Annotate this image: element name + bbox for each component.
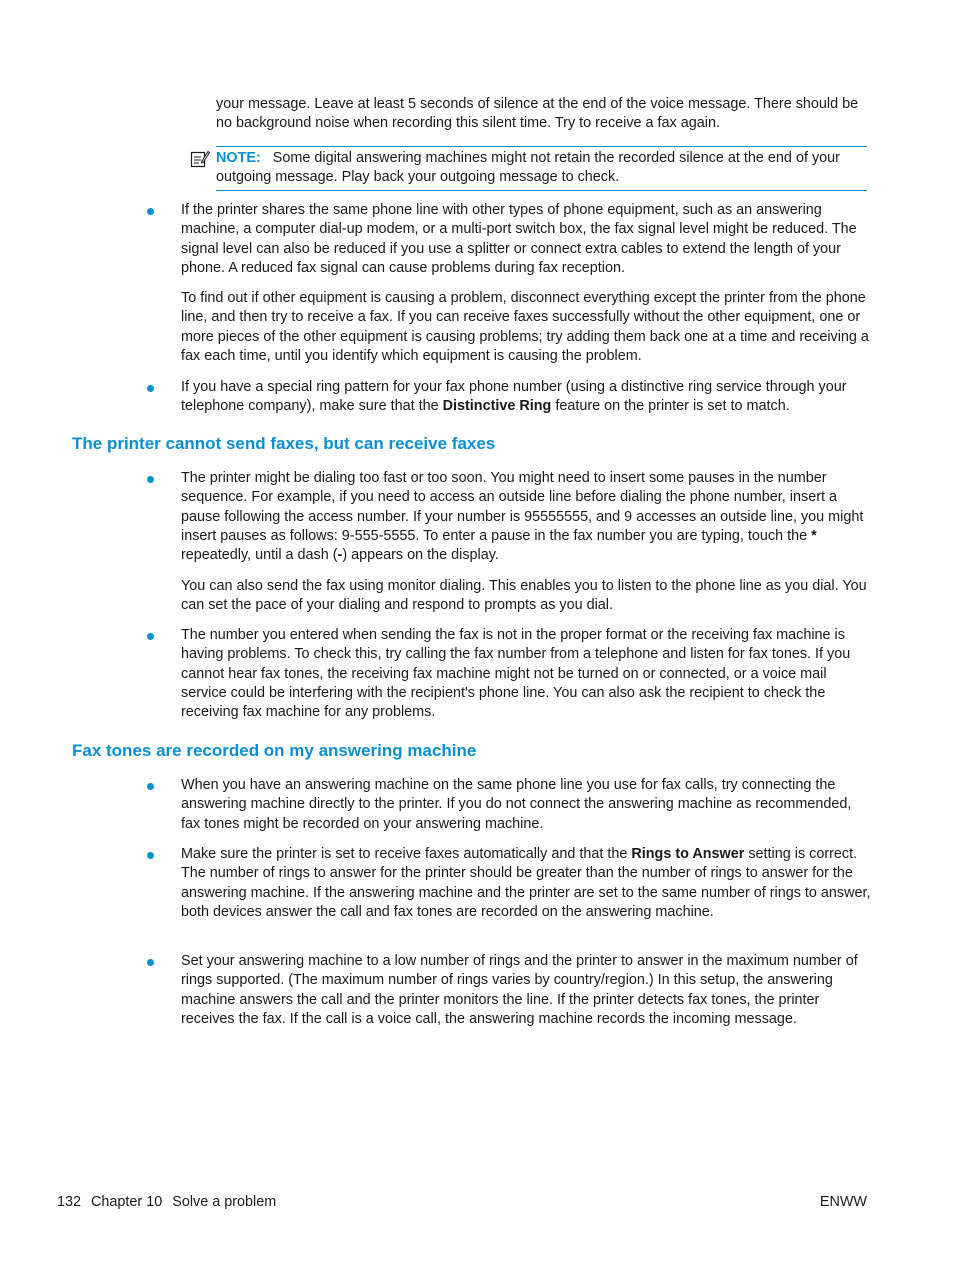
monitor-dialing-followup: You can also send the fax using monitor dialing. This enables you to listen to the phone line as you dial. You can set the pace of your dialing and respond to prompts as you dial. <box>181 578 867 614</box>
bullet-connect-answering-machine: When you have an answering machine on the same phone line you use for fax calls, try connecting the answering machine directly to the printer. If you do not connect the answering machine as recommended, fax tones might be recorded on your answering machine. <box>181 777 852 832</box>
note-icon <box>190 150 210 168</box>
shared-line-followup: To find out if other equipment is causing a problem, disconnect everything except the printer from the phone line, and then try to receive a fax. If you can receive faxes successfully without the other equipment, one or more pieces of the other equipment is causing problems; try adding them back one at a time and receiving a fax each time, until you identify which equipment is causing the problem. <box>181 290 869 364</box>
section-heading-fax-tones: Fax tones are recorded on my answering machine <box>72 741 477 760</box>
distinctive-ring-term: Distinctive Ring <box>442 398 552 415</box>
note-box <box>216 146 867 191</box>
continuation-paragraph: your message. Leave at least 5 seconds of silence at the end of the voice message. There should be no background noise when recording this silent time. Try to receive a fax again. <box>216 96 859 132</box>
page-number: 132 <box>57 1194 82 1210</box>
bullet-marker <box>147 783 154 790</box>
bullet-shared-line: If the printer shares the same phone line with other types of phone equipment, such as an answering machine, a computer dial-up modem, or a multi-port switch box, the fax signal level might be reduced. The signal level can also be reduced if you use a splitter or connect extra cables to extend the length of your phone. A reduced fax signal can cause problems during fax reception. <box>181 202 857 276</box>
bullet-marker <box>147 852 154 859</box>
note-text: Some digital answering machines might not retain the recorded silence at the end of your outgoing message. Play back your outgoing message to check. <box>216 150 840 186</box>
bullet-dialing-too-fast: The printer might be dialing too fast or too soon. You might need to insert some pauses in the number sequence. For example, if you need to access an outside line before dialing the phone number, insert a pause following the access number. If your number is 95555555, and 9 accesses an outside line, you might insert pauses as follows: 9-555-5555. To enter a pause in the fax number you are typing, touch the * repeatedly, until a dash (-) appears on the display. <box>181 470 864 564</box>
bullet-rings-to-answer: Make sure the printer is set to receive faxes automatically and that the Rings to Answer setting is correct. The number of rings to answer for the printer should be greater than the number of rings to answer for the answering machine. If the answering machine and the printer are set to the same number of rings to answer, both devices answer the call and fax tones are recorded on the answering machine. <box>181 846 871 920</box>
bullet-number-format: The number you entered when sending the fax is not in the proper format or the receiving fax machine is having problems. To check this, try calling the fax number from a telephone and listen for fax tones. If you cannot hear fax tones, the receiving fax machine might not be turned on or connected, or a voice mail service could be interfering with the recipient's phone line. You can also ask the recipient to check the receiving fax machine for any problems. <box>181 627 851 721</box>
bullet-distinctive-ring: If you have a special ring pattern for your fax phone number (using a distinctive ring service through your telephone company), make sure that the Distinctive Ring feature on the printer is set to match. <box>181 379 847 415</box>
rings-to-answer-term: Rings to Answer <box>631 846 745 862</box>
bullet-marker <box>147 208 154 215</box>
page-footer-right: ENWW <box>819 1194 867 1210</box>
section-heading-cannot-send: The printer cannot send faxes, but can receive faxes <box>72 434 496 453</box>
bullet-marker <box>147 476 154 483</box>
note-label: NOTE: <box>216 150 261 166</box>
page-footer-left <box>57 1193 286 1212</box>
chapter-title: Solve a problem <box>172 1194 277 1210</box>
bullet-marker <box>147 959 154 966</box>
bullet-marker <box>147 385 154 392</box>
bullet-marker <box>147 633 154 640</box>
chapter-label: Chapter 10 <box>91 1194 163 1210</box>
bullet-low-rings: Set your answering machine to a low number of rings and the printer to answer in the maximum number of rings supported. (The maximum number of rings varies by country/region.) In this setup, the answering machine answers the call and the printer monitors the line. If the printer detects fax tones, the printer receives the fax. If the call is a voice call, the answering machine records the incoming message. <box>181 953 858 1027</box>
